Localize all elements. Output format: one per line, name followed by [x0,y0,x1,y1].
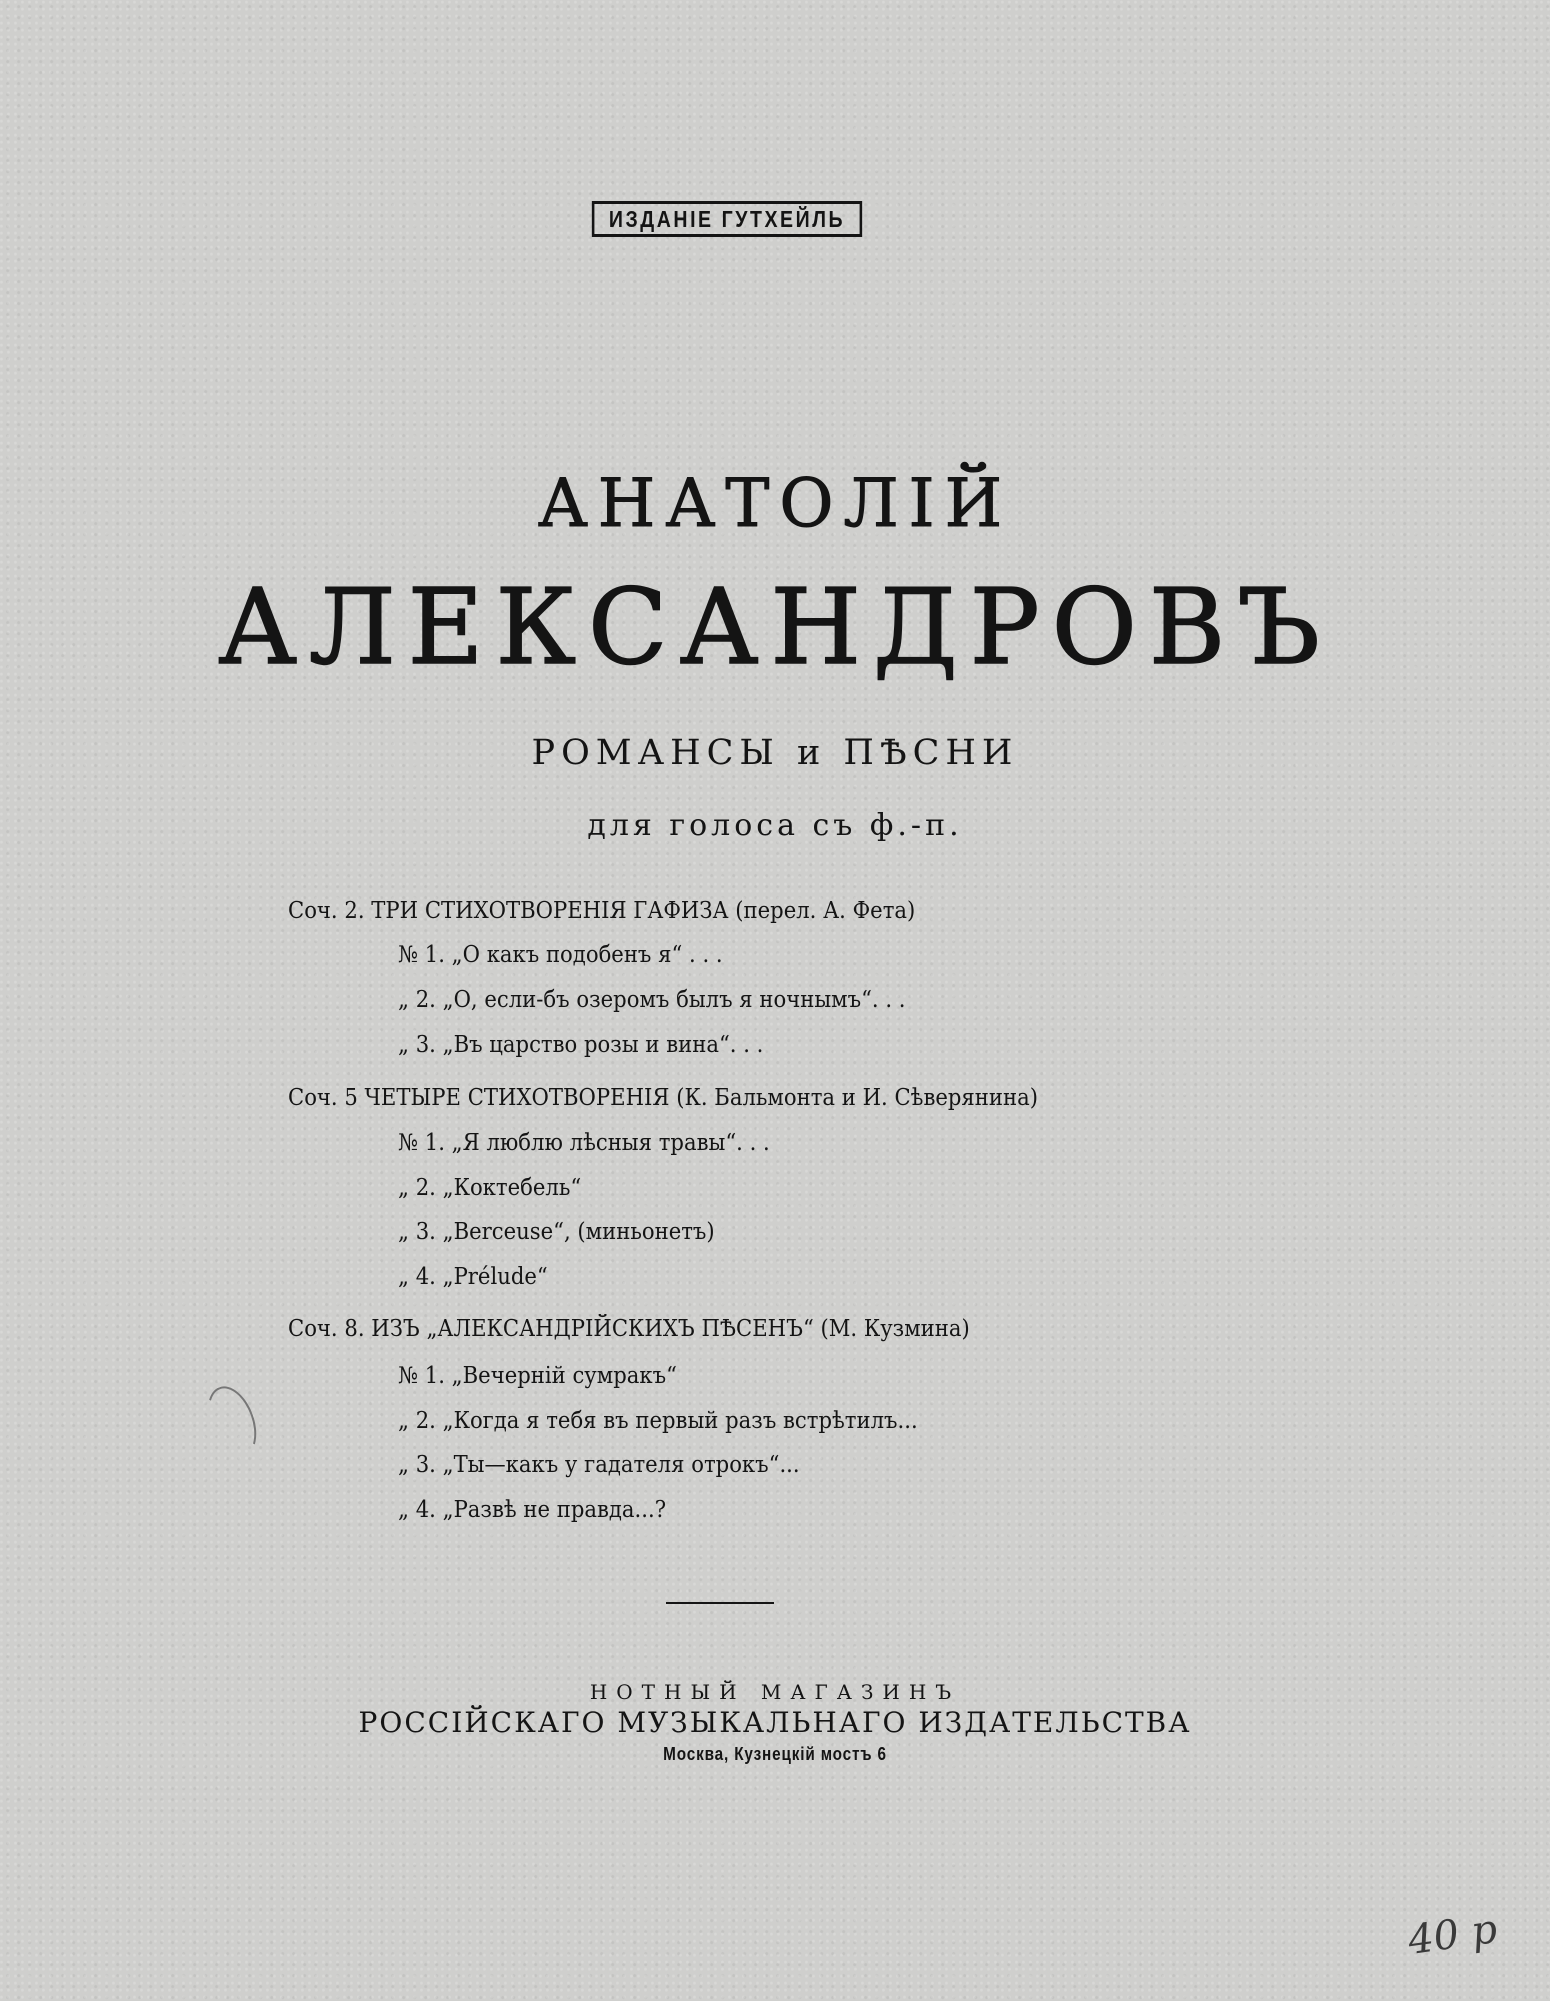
list-item: „ 4. „Prélude“ [398,1264,548,1290]
list-item: „ 4. „Развѣ не правда...? [398,1497,667,1523]
shop-name: РОССІЙСКАГО МУЗЫКАЛЬНАГО ИЗДАТЕЛЬСТВА [358,1706,1192,1739]
shop-title: НОТНЫЙ МАГАЗИНЪ [589,1680,961,1704]
opus-heading: Соч. 5 ЧЕТЫРЕ СТИХОТВОРЕНІЯ (К. Бальмонта и И. Сѣверянина) [288,1085,1038,1111]
list-item: „ 3. „Ты—какъ у гадателя отрокъ“... [398,1452,800,1478]
instrumentation: для голоса съ ф.-п. [587,808,963,843]
list-item: „ 3. „Въ царство розы и вина“. . . [398,1032,764,1058]
composer-first-name: АНАТОЛІЙ [537,465,1013,542]
publisher-label: ИЗДАНІЕ ГУТХЕЙЛЬ [592,201,862,237]
list-item: № 1. „О какъ подобенъ я“ . . . [398,942,723,968]
list-item: „ 2. „О, если-бъ озеромъ былъ я ночнымъ“. . . [398,987,906,1013]
list-item: № 1. „Я люблю лѣсныя травы“. . . [398,1130,770,1156]
divider-rule [666,1602,774,1604]
genre-title: РОМАНСЫ и ПѢСНИ [531,733,1019,773]
composer-last-name: АЛЕКСАНДРОВЪ [218,566,1332,688]
opus-heading: Соч. 8. ИЗЪ „АЛЕКСАНДРІЙСКИХЪ ПѢСЕНЪ“ (М. Кузмина) [288,1316,970,1342]
list-item: № 1. „Вечерній сумракъ“ [398,1363,677,1389]
list-item: „ 3. „Berceuse“, (миньонетъ) [398,1219,715,1245]
shop-address: Москва, Кузнецкій мостъ 6 [663,1744,887,1764]
list-item: „ 2. „Когда я тебя въ первый разъ встрѣтилъ... [398,1408,918,1434]
pencil-mark [199,1380,266,1465]
opus-heading: Соч. 2. ТРИ СТИХОТВОРЕНІЯ ГАФИЗА (перел. А. Фета) [288,898,916,924]
list-item: „ 2. „Коктебель“ [398,1175,582,1201]
handwritten-price: 40 р [1405,1906,1500,1964]
